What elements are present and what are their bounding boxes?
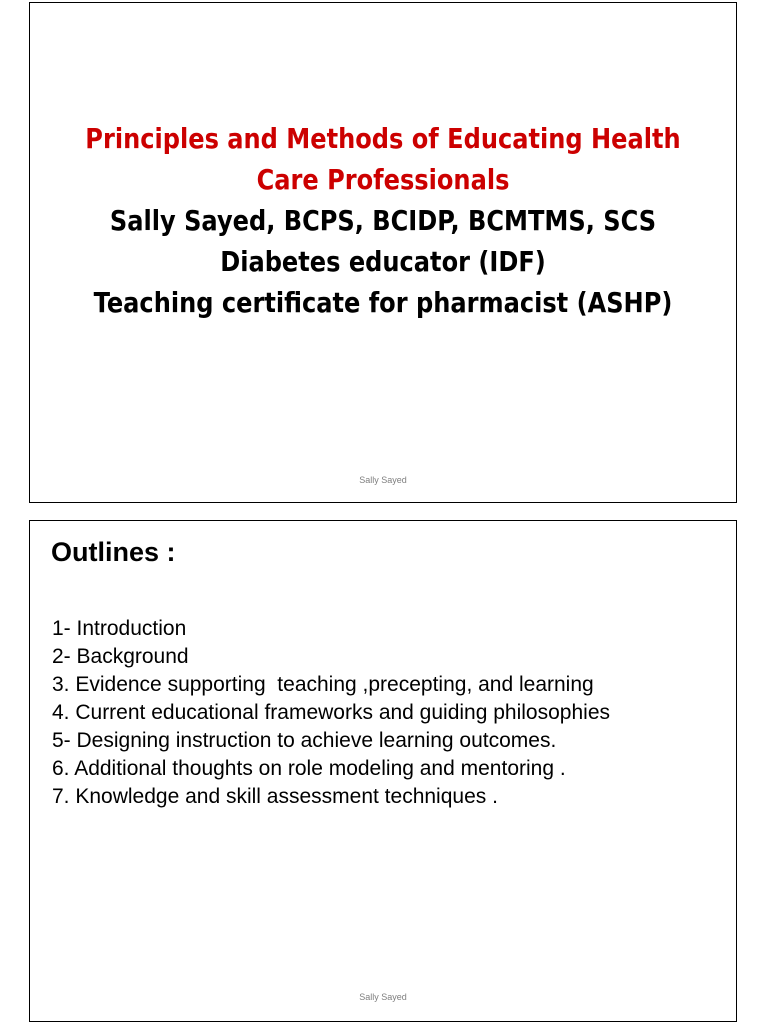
slide-footer: Sally Sayed: [359, 992, 407, 1002]
title-slide: [29, 2, 737, 503]
outline-item-frameworks: 4. Current educational frameworks and guiding philosophies: [52, 701, 610, 724]
author-role: Diabetes educator (IDF): [220, 245, 546, 278]
outline-heading: Outlines :: [51, 537, 176, 567]
author-certificate: Teaching certificate for pharmacist (ASHP): [93, 286, 673, 319]
presentation-title-line-1: Principles and Methods of Educating Health: [85, 122, 681, 155]
outline-slide: [29, 520, 737, 1022]
presentation-title-line-2: Care Professionals: [256, 163, 510, 196]
author-credentials: Sally Sayed, BCPS, BCIDP, BCMTMS, SCS: [109, 204, 657, 237]
outline-item-assessment: 7. Knowledge and skill assessment techniques .: [52, 785, 498, 808]
outline-item-background: 2- Background: [52, 645, 189, 668]
outline-item-designing-instruction: 5- Designing instruction to achieve learning outcomes.: [52, 729, 557, 752]
outline-item-introduction: 1- Introduction: [52, 617, 187, 640]
outline-item-evidence: 3. Evidence supporting teaching ,precepting, and learning: [52, 673, 594, 696]
outline-item-role-modeling: 6. Additional thoughts on role modeling and mentoring .: [52, 757, 566, 780]
outline-list: [52, 615, 610, 811]
title-block: [79, 118, 686, 323]
slide-footer: Sally Sayed: [359, 475, 407, 485]
